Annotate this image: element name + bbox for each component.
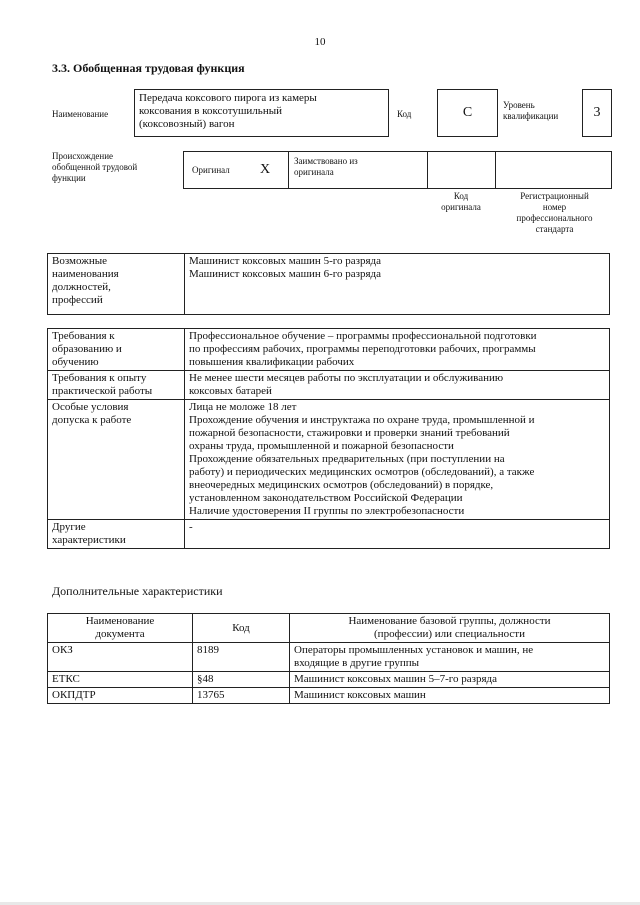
group-cell: Операторы промышленных установок и машин, не входящие в другие группы	[290, 643, 610, 672]
table-row	[48, 643, 610, 672]
requirement-label: Особые условия допуска к работе	[48, 400, 185, 520]
code-label: Код	[397, 109, 412, 119]
name-label: Наименование	[52, 109, 109, 119]
level-value-box: 3	[582, 89, 612, 137]
requirement-value: Профессиональное обучение – программы профессиональной подготовки по профессиям рабочих, программы переподготовки рабочих, программы повышения квалификации рабочих	[185, 329, 610, 371]
original-label: Оригинал	[192, 165, 230, 175]
divider	[288, 152, 289, 188]
additional-table	[47, 613, 610, 704]
table-row	[48, 672, 610, 688]
code-original-caption: Код оригинала	[441, 191, 481, 212]
doc-cell: ОКПДТР	[48, 688, 193, 704]
doc-cell: ЕТКС	[48, 672, 193, 688]
requirement-value: Не менее шести месяцев работы по эксплуатации и обслуживанию коксовых батарей	[185, 371, 610, 400]
positions-table	[47, 253, 610, 315]
requirement-label: Требования к опыту практической работы	[48, 371, 185, 400]
doc-cell: ОКЗ	[48, 643, 193, 672]
level-label: Уровень квалификации	[503, 100, 559, 121]
additional-title: Дополнительные характеристики	[52, 584, 223, 598]
table-row	[48, 520, 610, 549]
requirement-label: Другие характеристики	[48, 520, 185, 549]
group-cell: Машинист коксовых машин 5–7-го разряда	[290, 672, 610, 688]
code-cell: 13765	[193, 688, 290, 704]
table-row	[48, 400, 610, 520]
header-code: Код	[193, 614, 290, 643]
reg-number-caption: Регистрационный номер профессионального стандарта	[516, 191, 593, 234]
page-number: 10	[314, 36, 326, 48]
origin-label: Происхождение обобщенной трудовой функции	[52, 151, 138, 183]
table-header-row	[48, 614, 610, 643]
positions-label: Возможные наименования должностей, профессий	[48, 254, 185, 315]
requirement-value: -	[185, 520, 610, 549]
code-cell: §48	[193, 672, 290, 688]
borrowed-label: Заимствовано из оригинала	[294, 156, 358, 177]
original-mark: X	[260, 162, 271, 177]
section-title: 3.3. Обобщенная трудовая функция	[52, 61, 245, 75]
requirement-value: Лица не моложе 18 лет Прохождение обучения и инструктажа по охране труда, промышленной и пожарной безопасности, стажировки и проверки знаний требований охраны труда, промышленной и пожарной безопасности Прохождение обязательных предварительных (при поступлении на работу) и периодических медицинских осмотров (обследований), а также внеочередных медицинских осмотров (обследований) в порядке, установленном законодательством Российской Федерации Наличие удостоверения II группы по электробезопасности	[185, 400, 610, 520]
header-group: Наименование базовой группы, должности (профессии) или специальности	[290, 614, 610, 643]
header-document: Наименование документа	[48, 614, 193, 643]
code-value-box: С	[437, 89, 498, 137]
table-row	[48, 254, 610, 315]
table-row	[48, 329, 610, 371]
table-row	[48, 688, 610, 704]
divider	[427, 152, 428, 188]
divider	[495, 152, 496, 188]
table-row	[48, 371, 610, 400]
group-cell: Машинист коксовых машин	[290, 688, 610, 704]
origin-box	[183, 151, 612, 189]
requirement-label: Требования к образованию и обучению	[48, 329, 185, 371]
positions-value: Машинист коксовых машин 5-го разряда Машинист коксовых машин 6-го разряда	[185, 254, 610, 315]
requirements-table	[47, 328, 610, 549]
code-cell: 8189	[193, 643, 290, 672]
function-name-box: Передача коксового пирога из камеры коксования в коксотушильный (коксовозный) вагон	[134, 89, 389, 137]
